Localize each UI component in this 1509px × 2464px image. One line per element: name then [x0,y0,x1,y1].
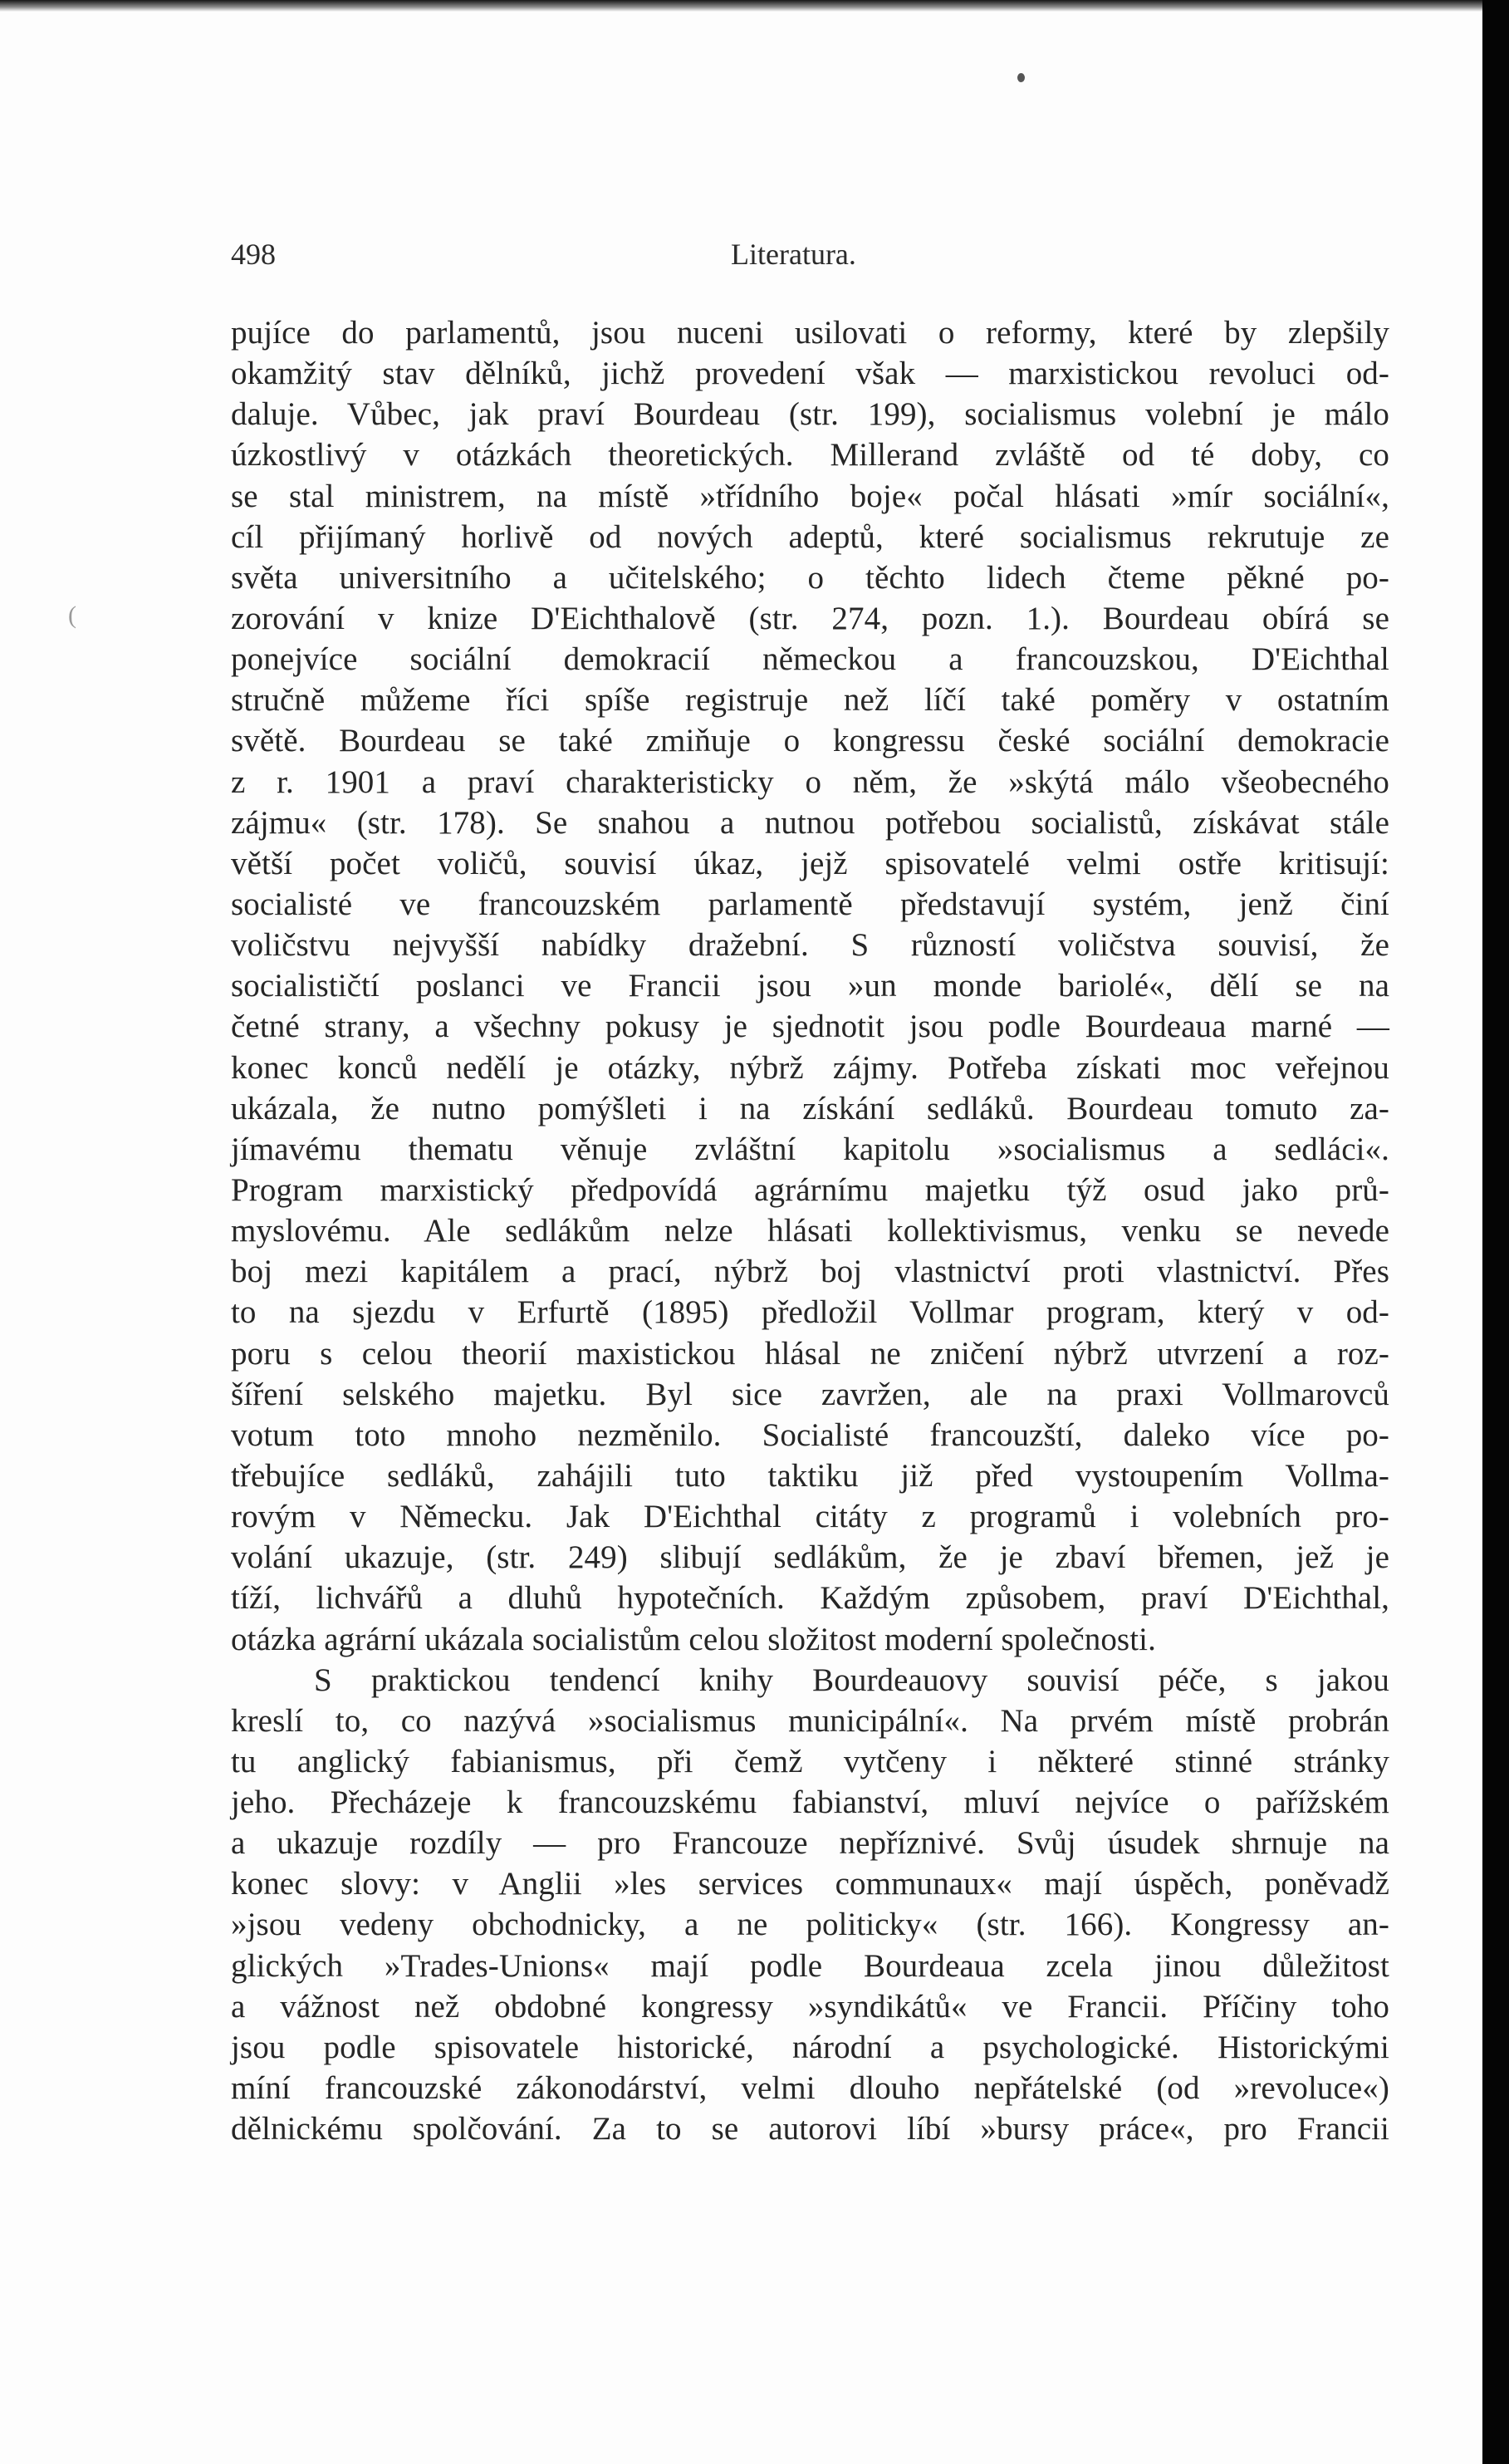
paragraph [231,312,1389,1660]
text-line: zájmu« (str. 178). Se snahou a nutnou potřebou socialistů, získávat stále [231,804,1389,841]
text-line: jímavému thematu věnuje zvláštní kapitolu »socialismus a sedláci«. [231,1131,1389,1167]
paragraph [231,1660,1389,2150]
text-line: četné strany, a všechny pokusy je sjednotit jsou podle Bourdeaua marné — [231,1009,1389,1045]
text-line: volání ukazuje, (str. 249) slibují sedlákům, že je zbaví břemen, jež je [231,1539,1389,1576]
text-line: dělnickému spolčování. Za to se autorovi líbí »bursy práce«, pro Francii [231,2111,1389,2147]
scan-top-edge [0,0,1482,12]
text-line: zorování v knize D'Eichthalově (str. 274, pozn. 1.). Bourdeau obírá se [231,600,1389,636]
text-line: socialisté ve francouzském parlamentě představují systém, jenž činí [231,886,1389,922]
text-line: míní francouzské zákonodárství, velmi dlouho nepřátelské (od »revoluce«) [231,2070,1389,2107]
running-title: Literatura. [731,238,856,271]
text-line: poru s celou theorií maxistickou hlásal ne zničení nýbrž utvrzení a roz- [231,1335,1389,1372]
text-line: kreslí to, co nazývá »socialismus municipální«. Na prvém místě probrán [231,1702,1389,1739]
text-line: cíl přijímaný horlivě od nových adeptů, které socialismus rekrutuje ze [231,518,1389,555]
text-line: a vážnost než obdobné kongressy »syndikátů« ve Francii. Příčiny toho [231,1988,1389,2025]
body-text [231,312,1389,2149]
text-line: tu anglický fabianismus, při čemž vytčeny i některé stinné stránky [231,1743,1389,1779]
text-line: boj mezi kapitálem a prací, nýbrž boj vlastnictví proti vlastnictví. Přes [231,1254,1389,1290]
text-line: šíření selského majetku. Byl sice zavržen, ale na praxi Vollmarovců [231,1376,1389,1412]
text-line: »jsou vedeny obchodnicky, a ne politicky« (str. 166). Kongressy an- [231,1907,1389,1943]
text-line: glických »Trades-Unions« mají podle Bourdeaua zcela jinou důležitost [231,1947,1389,1984]
text-line: daluje. Vůbec, jak praví Bourdeau (str. 199), socialismus volební je málo [231,396,1389,433]
text-line: socialističtí poslanci ve Francii jsou »un monde bariolé«, dělí se na [231,968,1389,1004]
text-line: rovým v Německu. Jak D'Eichthal citáty z programů i volebních pro- [231,1499,1389,1535]
text-line: Program marxistický předpovídá agrárnímu majetku týž osud jako prů- [231,1171,1389,1208]
margin-mark: ( [68,601,76,629]
text-line: stručně můžeme říci spíše registruje než líčí také poměry v ostatním [231,682,1389,719]
text-line: konec konců nedělí je otázky, nýbrž zájmy. Potřeba získati moc veřejnou [231,1049,1389,1086]
text-line: S praktickou tendencí knihy Bourdeauovy souvisí péče, s jakou [314,1661,1389,1698]
text-line: votum toto mnoho nezměnilo. Socialisté francouzští, daleko více po- [231,1416,1389,1453]
text-line: ukázala, že nutno pomýšleti i na získání sedláků. Bourdeau tomuto za- [231,1090,1389,1126]
text-line: konec slovy: v Anglii »les services communaux« mají úspěch, poněvadž [231,1866,1389,1902]
text-line: tíží, lichvářů a dluhů hypotečních. Každým způsobem, praví D'Eichthal, [231,1580,1389,1617]
text-line: úzkostlivý v otázkách theoretických. Millerand zvláště od té doby, co [231,437,1389,474]
text-line: a ukazuje rozdíly — pro Francouze nepříznivé. Svůj úsudek shrnuje na [231,1825,1389,1862]
text-line: pujíce do parlamentů, jsou nuceni usilovati o reformy, které by zlepšily [231,315,1389,351]
text-line: otázka agrární ukázala socialistům celou složitost moderní společnosti. [231,1621,1156,1657]
scan-right-edge [1482,0,1509,2464]
text-line: jeho. Přecházeje k francouzskému fabianství, mluví nejvíce o pařížském [231,1784,1389,1821]
text-line: ponejvíce sociální demokracií německou a francouzskou, D'Eichthal [231,641,1389,678]
text-line: se stal ministrem, na místě »třídního boje« počal hlásati »mír sociální«, [231,478,1389,514]
text-line: větší počet voličů, souvisí úkaz, jejž spisovatelé velmi ostře kritisují: [231,845,1389,881]
text-line: okamžitý stav dělníků, jichž provedení však — marxistickou revoluci od- [231,356,1389,392]
ink-speck [1017,73,1025,82]
text-line: jsou podle spisovatele historické, národní a psychologické. Historickými [231,2029,1389,2065]
text-line: třebujíce sedláků, zahájili tuto taktiku již před vystoupením Vollma- [231,1457,1389,1494]
text-line: to na sjezdu v Erfurtě (1895) předložil Vollmar program, který v od- [231,1294,1389,1331]
text-line: světě. Bourdeau se také zmiňuje o kongressu české sociální demokracie [231,723,1389,759]
text-line: z r. 1901 a praví charakteristicky o něm, že »skýtá málo všeobecného [231,763,1389,800]
text-line: světa universitního a učitelského; o těchto lidech čteme pěkné po- [231,559,1389,596]
page-number: 498 [231,238,276,271]
page-header [231,229,1252,279]
text-line: myslovému. Ale sedlákům nelze hlásati kollektivismus, venku se nevede [231,1213,1389,1249]
text-line: voličstvu nejvyšší nabídky dražební. S růzností voličstva souvisí, že [231,927,1389,964]
